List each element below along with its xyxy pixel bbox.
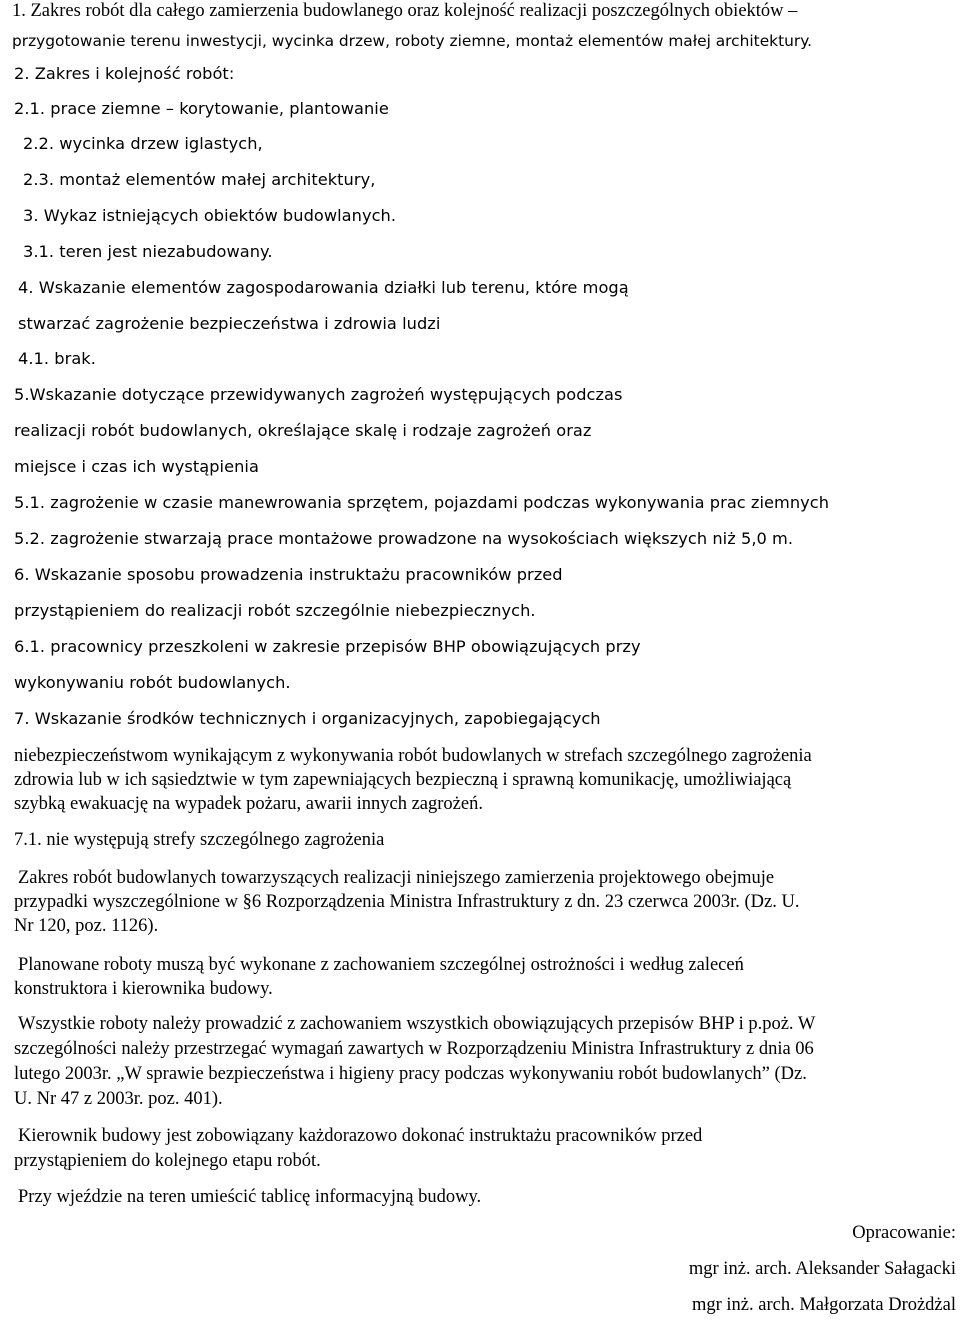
text-line: niebezpieczeństwom wynikającym z wykonywania robót budowlanych w strefach szczególnego zagrożenia xyxy=(14,746,812,766)
text-line: 6.1. pracownicy przeszkoleni w zakresie przepisów BHP obowiązujących przy xyxy=(14,637,641,656)
text-line: Nr 120, poz. 1126). xyxy=(14,916,159,936)
text-line: 4.1. brak. xyxy=(18,349,96,368)
text-line: 3.1. teren jest niezabudowany. xyxy=(23,242,273,261)
author-name: mgr inż. arch. Małgorzata Drożdżal xyxy=(691,1295,956,1315)
text-line: realizacji robót budowlanych, określające skalę i rodzaje zagrożeń oraz xyxy=(14,421,592,440)
text-line: Zakres robót budowlanych towarzyszących realizacji niniejszego zamierzenia projektowego obejmuje xyxy=(18,868,775,888)
text-line: 5.Wskazanie dotyczące przewidywanych zagrożeń występujących podczas xyxy=(14,385,623,404)
text-line: wykonywaniu robót budowlanych. xyxy=(14,673,291,692)
text-line: 1. Zakres robót dla całego zamierzenia budowlanego oraz kolejność realizacji poszczególnych obiektów – xyxy=(12,1,798,21)
text-line: U. Nr 47 z 2003r. poz. 401). xyxy=(14,1089,223,1109)
text-line: 2.1. prace ziemne – korytowanie, plantowanie xyxy=(14,99,389,118)
text-line: Kierownik budowy jest zobowiązany każdorazowo dokonać instruktażu pracowników przed xyxy=(18,1126,703,1146)
text-line: konstruktora i kierownika budowy. xyxy=(14,979,273,999)
text-line: 2. Zakres i kolejność robót: xyxy=(14,64,235,83)
text-line: lutego 2003r. „W sprawie bezpieczeństwa i higieny pracy podczas wykonywaniu robót budowlanych” (Dz. xyxy=(14,1064,807,1084)
text-line: 4. Wskazanie elementów zagospodarowania działki lub terenu, które mogą xyxy=(18,278,629,297)
text-line: szczególności należy przestrzegać wymagań zawartych w Rozporządzeniu Ministra Infrastruktury z dnia 06 xyxy=(14,1039,814,1059)
text-line: przystąpieniem do kolejnego etapu robót. xyxy=(14,1151,321,1171)
text-line: Przy wjeździe na teren umieścić tablicę informacyjną budowy. xyxy=(18,1187,482,1207)
text-line: 5.2. zagrożenie stwarzają prace montażowe prowadzone na wysokościach większych niż 5,0 m. xyxy=(14,529,794,548)
text-line: 7.1. nie występują strefy szczególnego zagrożenia xyxy=(14,830,385,850)
text-line: przygotowanie terenu inwestycji, wycinka drzew, roboty ziemne, montaż elementów małej architektury. xyxy=(12,32,813,50)
text-line: 2.3. montaż elementów małej architektury, xyxy=(23,170,376,189)
text-line: szybką ewakuację na wypadek pożaru, awarii innych zagrożeń. xyxy=(14,794,483,814)
text-line: Planowane roboty muszą być wykonane z zachowaniem szczególnej ostrożności i według zaleceń xyxy=(18,955,744,975)
text-line: 7. Wskazanie środków technicznych i organizacyjnych, zapobiegających xyxy=(14,709,601,728)
text-line: przypadki wyszczególnione w §6 Rozporządzenia Ministra Infrastruktury z dn. 23 czerwca 2003r. (Dz. U. xyxy=(14,892,800,912)
text-line: 3. Wykaz istniejących obiektów budowlanych. xyxy=(23,206,397,225)
text-line: Wszystkie roboty należy prowadzić z zachowaniem wszystkich obowiązujących przepisów BHP i p.poż. W xyxy=(18,1014,816,1034)
text-line: 2.2. wycinka drzew iglastych, xyxy=(23,134,263,153)
text-line: stwarzać zagrożenie bezpieczeństwa i zdrowia ludzi xyxy=(18,314,441,333)
signature-heading: Opracowanie: xyxy=(852,1223,956,1243)
text-line: 6. Wskazanie sposobu prowadzenia instruktażu pracowników przed xyxy=(14,565,563,584)
text-line: zdrowia lub w ich sąsiedztwie w tym zapewniających bezpieczną i sprawną komunikację, umożliwiającą xyxy=(14,770,792,790)
text-line: przystąpieniem do realizacji robót szczególnie niebezpiecznych. xyxy=(14,601,536,620)
author-name: mgr inż. arch. Aleksander Sałagacki xyxy=(688,1259,956,1279)
text-line: 5.1. zagrożenie w czasie manewrowania sprzętem, pojazdami podczas wykonywania prac ziemnych xyxy=(14,493,830,512)
text-line: miejsce i czas ich wystąpienia xyxy=(14,457,259,476)
